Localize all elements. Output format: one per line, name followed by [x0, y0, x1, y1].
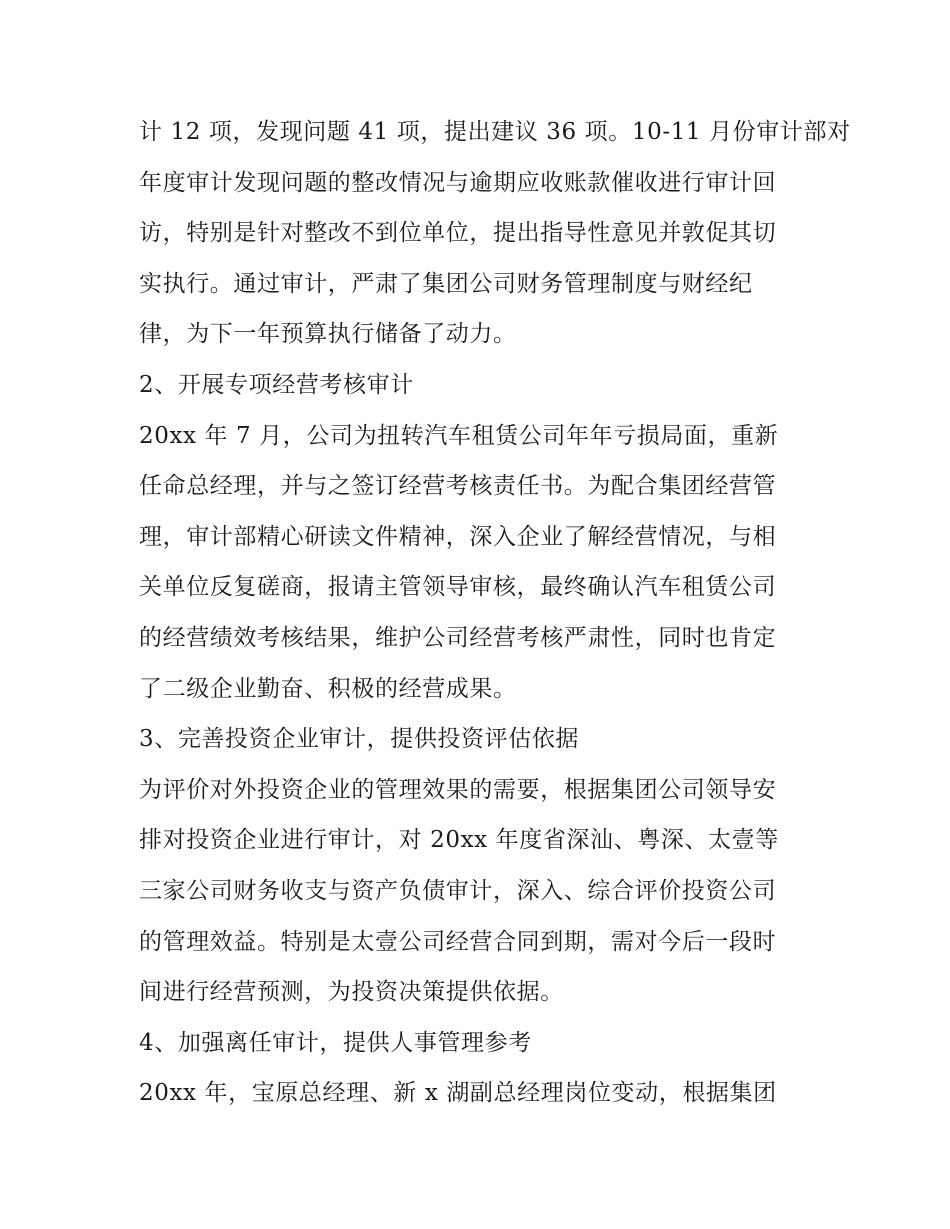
section-heading: 4、加强离任审计，提供人事管理参考	[139, 1029, 532, 1056]
section-heading: 3、完善投资企业审计，提供投资评估依据	[139, 726, 580, 753]
text-line: 关单位反复磋商，报请主管领导审核，最终确认汽车租赁公司	[139, 574, 777, 601]
text-line: 了二级企业勤奋、积极的经营成果。	[139, 675, 517, 702]
text-line: 年度审计发现问题的整改情况与逾期应收账款催收进行审计回	[139, 169, 777, 196]
text-line: 实执行。通过审计，严肃了集团公司财务管理制度与财经纪	[139, 270, 753, 297]
text-line: 三家公司财务收支与资产负债审计，深入、综合评价投资公司	[139, 877, 777, 904]
text-line: 排对投资企业进行审计，对 20xx 年度省深汕、粤深、太壹等	[139, 827, 779, 854]
text-line: 20xx 年，宝原总经理、新 x 湖副总经理岗位变动，根据集团	[139, 1080, 777, 1107]
text-line: 律，为下一年预算执行储备了动力。	[139, 321, 517, 348]
section-heading: 2、开展专项经营考核审计	[139, 371, 414, 398]
text-line: 计 12 项，发现问题 41 项，提出建议 36 项。10-11 月份审计部对	[139, 119, 851, 145]
text-line: 访，特别是针对整改不到位单位，提出指导性意见并敦促其切	[139, 220, 777, 247]
text-line: 的管理效益。特别是太壹公司经营合同到期，需对今后一段时	[139, 928, 777, 955]
text-line: 间进行经营预测，为投资决策提供依据。	[139, 979, 564, 1006]
text-line: 为评价对外投资企业的管理效果的需要，根据集团公司领导安	[139, 776, 777, 803]
text-line: 理，审计部精心研读文件精神，深入企业了解经营情况，与相	[139, 523, 777, 550]
text-line: 任命总经理，并与之签订经营考核责任书。为配合集团经营管	[139, 473, 777, 500]
document-body	[139, 107, 851, 1119]
text-line: 的经营绩效考核结果，维护公司经营考核严肃性，同时也肯定	[139, 624, 777, 651]
text-line: 20xx 年 7 月，公司为扭转汽车租赁公司年年亏损局面，重新	[139, 422, 779, 449]
